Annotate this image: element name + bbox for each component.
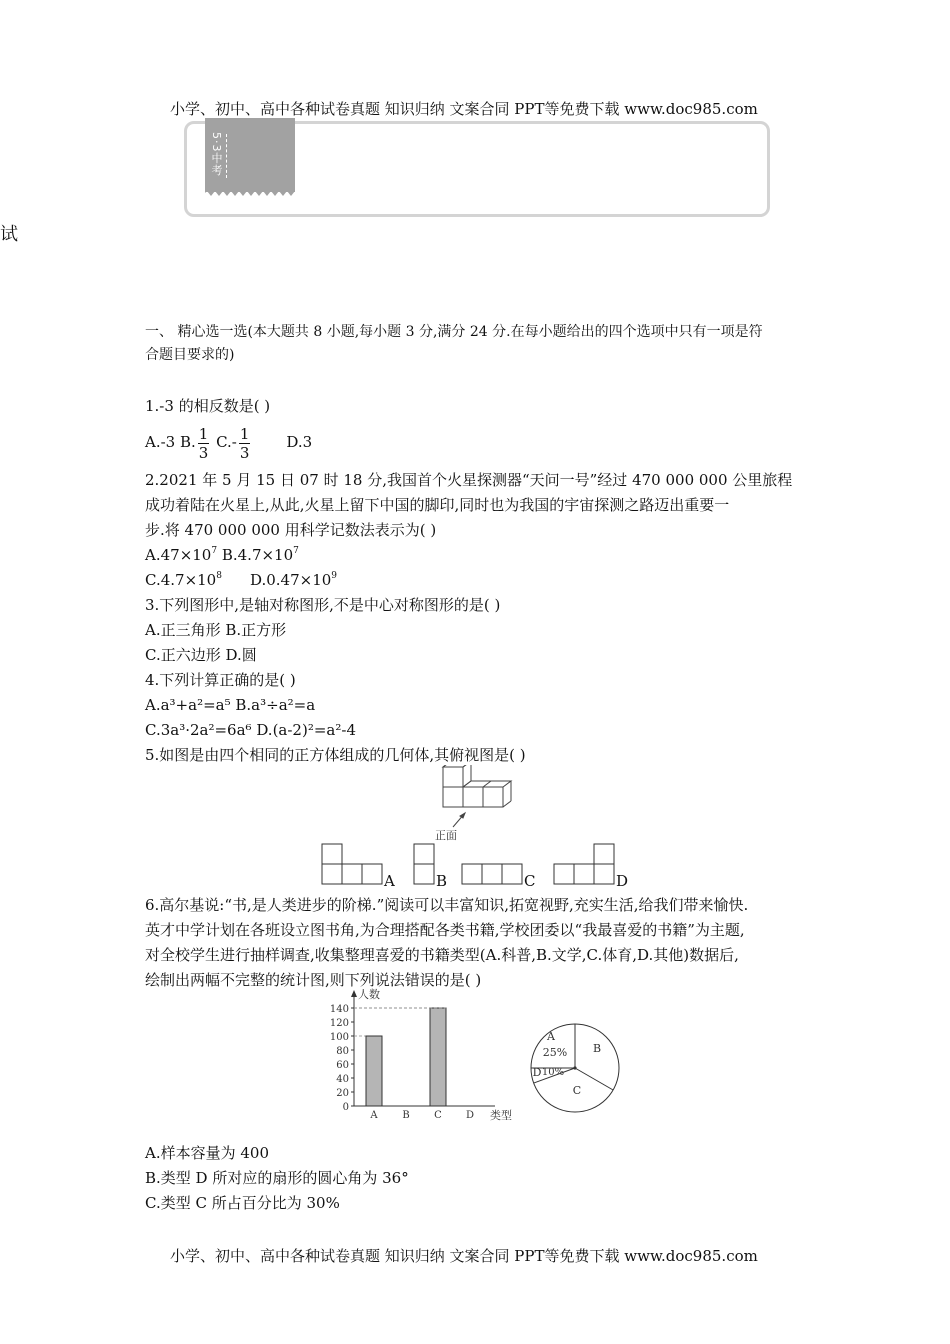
bar-ytick-label-80: 80 — [336, 1046, 349, 1057]
bar-xtick-label-B: B — [402, 1110, 410, 1121]
q1-fraction-b — [198, 425, 210, 462]
q2-options-ab — [145, 545, 299, 565]
q5-option-b-view — [414, 844, 434, 884]
bar-xtick-label-C: C — [434, 1110, 442, 1121]
q6-line4: 绘制出两幅不完整的统计图,则下列说法错误的是( ) — [145, 971, 482, 989]
q5-option-d-view — [554, 844, 614, 884]
q5-label-b: B — [436, 872, 448, 888]
pie-label-B: B — [592, 1042, 602, 1055]
page-footer: 小学、初中、高中各种试卷真题 知识归纳 文案合同 PPT等免费下载 www.doc985.com — [170, 1247, 758, 1265]
q6-pie-chart — [525, 1018, 625, 1118]
banner-tag-dashline — [226, 134, 227, 178]
q2-option-a-exp: 7 — [211, 546, 218, 556]
side-mark: 试 — [0, 224, 18, 245]
q2-line3: 步.将 470 000 000 用科学记数法表示为( ) — [145, 521, 437, 539]
q4-stem: 4.下列计算正确的是( ) — [145, 671, 296, 689]
section-heading-line1: 一、 精心选一选(本大题共 8 小题,每小题 3 分,满分 24 分.在每小题给出的四个选项中只有一项是符 — [145, 324, 763, 340]
q3-stem: 3.下列图形中,是轴对称图形,不是中心对称图形的是( ) — [145, 596, 501, 614]
bar-ytick-label-20: 20 — [336, 1088, 349, 1099]
q4-options-cd: C.3a³·2a²=6a⁶ D.(a-2)²=a²-4 — [145, 721, 356, 739]
q5-label-c: C — [524, 872, 536, 888]
q6-option-a: A.样本容量为 400 — [145, 1144, 269, 1162]
q2-option-d-exp: 9 — [331, 571, 338, 581]
q2-line1: 2.2021 年 5 月 15 日 07 时 18 分,我国首个火星探测器“天问一号”经过 470 000 000 公里旅程 — [145, 471, 793, 489]
q2-options-cd — [145, 570, 337, 590]
q4-options-ab: A.a³+a²=a⁵ B.a³÷a²=a — [145, 696, 316, 714]
bar-ytick-label-100: 100 — [329, 1032, 349, 1043]
bar-ytick-label-120: 120 — [329, 1018, 349, 1029]
bar-xtick-label-D: D — [465, 1110, 475, 1121]
q6-option-c: C.类型 C 所占百分比为 30% — [145, 1194, 340, 1212]
q1-option-d: D.3 — [286, 433, 313, 451]
pie-label-D: D — [532, 1066, 542, 1079]
bar-A — [366, 1036, 382, 1106]
bar-ytick-label-140: 140 — [329, 1004, 349, 1015]
banner-tag-edge — [205, 188, 295, 196]
q5-front-label: 正面 — [435, 829, 457, 842]
q1-option-c: C.- — [211, 433, 237, 451]
q6-line2: 英才中学计划在各班设立图书角,为合理搭配各类书籍,学校团委以“我最喜爱的书籍”为主题, — [145, 921, 745, 939]
banner-tag-text: 5·3中考 — [210, 132, 223, 177]
q5-cube-solid-figure — [425, 765, 535, 845]
section-heading-line2: 合题目要求的) — [145, 347, 235, 363]
q3-options-cd: C.正六边形 D.圆 — [145, 646, 257, 664]
q5-label-a: A — [384, 872, 395, 888]
pie-label-A: A — [547, 1030, 555, 1043]
q5-stem: 5.如图是由四个相同的正方体组成的几何体,其俯视图是( ) — [145, 746, 526, 764]
q1-options — [145, 422, 312, 462]
bar-C — [430, 1008, 446, 1106]
q2-option-c-exp: 8 — [216, 571, 222, 581]
q6-bar-chart — [320, 985, 520, 1125]
pie-value-D: 10% — [541, 1067, 565, 1078]
q5-label-d: D — [616, 872, 629, 888]
q2-line2: 成功着陆在火星上,从此,火星上留下中国的脚印,同时也为我国的宇宙探测之路迈出重要一 — [145, 496, 730, 514]
q1-frac-c-den: 3 — [239, 443, 250, 462]
bar-ytick-label-60: 60 — [336, 1060, 349, 1071]
q2-option-a: A.47×10 — [145, 546, 212, 564]
bar-ytick-label-0: 0 — [342, 1102, 349, 1113]
q5-option-c-view — [462, 864, 522, 884]
bar-ytick-label-40: 40 — [336, 1074, 349, 1085]
q1-fraction-c — [239, 425, 251, 462]
q6-line3: 对全校学生进行抽样调查,收集整理喜爱的书籍类型(A.科普,B.文学,C.体育,D.其他)数据后, — [145, 946, 739, 964]
q1-frac-b-den: 3 — [198, 443, 209, 462]
q2-option-b-exp: 7 — [293, 546, 299, 556]
q5-option-a-view — [322, 844, 382, 884]
pie-value-A: 25% — [542, 1046, 568, 1059]
q2-option-d: D.0.47×10 — [249, 571, 332, 589]
q2-option-b: B.4.7×10 — [217, 546, 294, 564]
pie-center — [573, 1066, 576, 1069]
q5-options-figure — [320, 840, 630, 888]
q1-stem: 1.-3 的相反数是( ) — [145, 397, 271, 415]
bar-xlabel: 类型 — [490, 1109, 512, 1122]
page-header: 小学、初中、高中各种试卷真题 知识归纳 文案合同 PPT等免费下载 www.doc985.com — [170, 100, 758, 118]
q1-frac-b-num: 1 — [198, 424, 209, 443]
q6-line1: 6.高尔基说:“书,是人类进步的阶梯.”阅读可以丰富知识,拓宽视野,充实生活,给我们带来愉快. — [145, 896, 749, 914]
q1-frac-c-num: 1 — [239, 424, 250, 443]
q2-option-c: C.4.7×10 — [145, 571, 217, 589]
bar-xtick-label-A: A — [370, 1110, 378, 1121]
q1-option-a-b: A.-3 B. — [145, 433, 196, 451]
bar-ylabel: 人数 — [358, 988, 380, 1001]
q3-options-ab: A.正三角形 B.正方形 — [145, 621, 287, 639]
bar-y-arrow — [351, 990, 357, 997]
pie-label-C: C — [572, 1084, 582, 1097]
q6-option-b: B.类型 D 所对应的扇形的圆心角为 36° — [145, 1169, 409, 1187]
